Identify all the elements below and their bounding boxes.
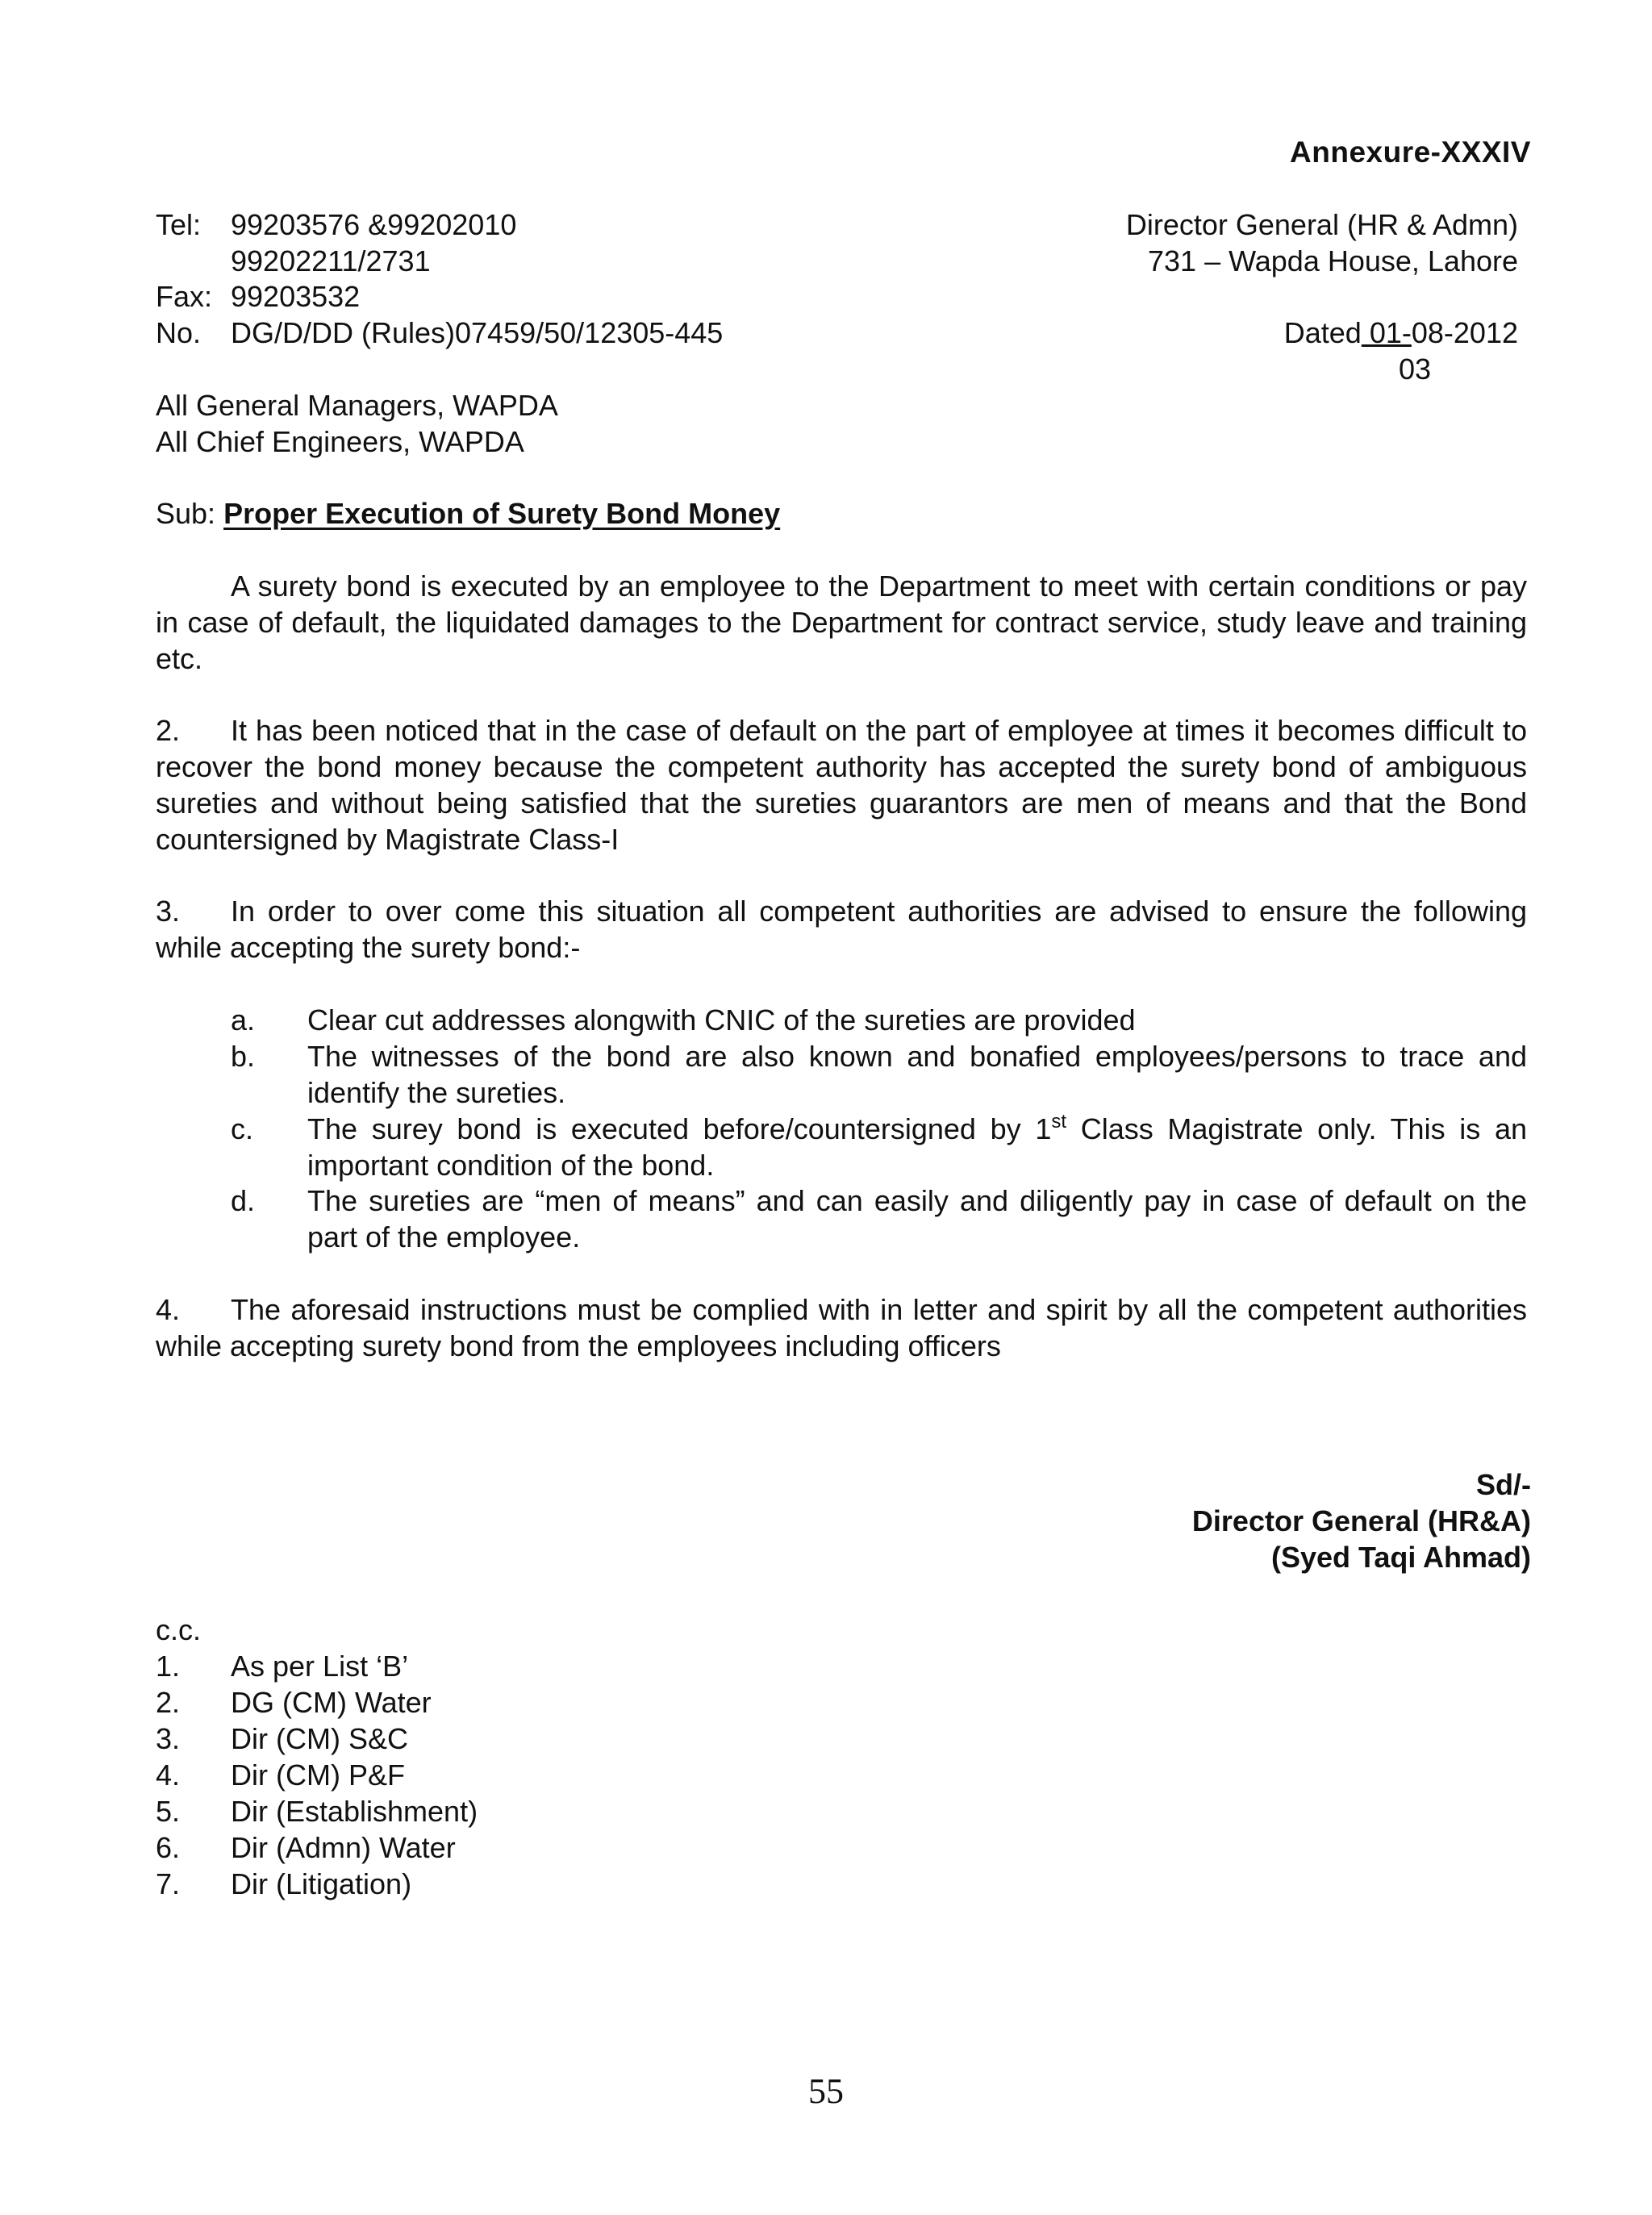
list-item-b [231, 1038, 1527, 1111]
superscript: st [1051, 1111, 1067, 1133]
signature-name: (Syed Taqi Ahmad) [1270, 1541, 1531, 1574]
cc-item-number: 3. [156, 1722, 181, 1755]
paragraph-1 [156, 568, 1527, 677]
paragraph-3 [156, 893, 1527, 966]
office-title: Director General (HR & Admn) [1125, 208, 1518, 241]
list-text-part: The surey bond is executed before/countersigned by 1 [307, 1112, 1052, 1145]
paragraph-2-number: 2. [156, 714, 181, 747]
cc-item-text: Dir (Establishment) [231, 1795, 478, 1828]
fax-value: 99203532 [231, 280, 361, 313]
cc-label-text: c.c. [156, 1613, 202, 1646]
cc-item-number: 5. [156, 1795, 181, 1828]
list-item-a [231, 1002, 1527, 1038]
dated-extra: 03 [1398, 352, 1432, 386]
list-letter: a. [231, 1003, 256, 1037]
list-letter: d. [231, 1184, 256, 1217]
subject-text: Proper Execution of Surety Bond Money [223, 497, 781, 530]
list-item-c [231, 1111, 1527, 1183]
tel-label: Tel: [156, 208, 202, 241]
cc-item-text: Dir (CM) P&F [231, 1758, 405, 1792]
dated-line [1284, 315, 1518, 351]
recipient-line: All Chief Engineers, WAPDA [156, 425, 524, 458]
cc-item-text: Dir (CM) S&C [231, 1722, 408, 1755]
cc-item-number: 6. [156, 1831, 181, 1864]
reference-number: DG/D/DD (Rules)07459/50/12305-445 [231, 316, 724, 349]
dated-prefix: Dated [1283, 316, 1362, 349]
signature-sd: Sd/- [1476, 1468, 1531, 1501]
cc-item-text: As per List ‘B’ [231, 1650, 409, 1683]
paragraph-4-number: 4. [156, 1293, 181, 1326]
annexure-heading: Annexure-XXXIV [1290, 136, 1531, 169]
cc-item-text: Dir (Admn) Water [231, 1831, 456, 1864]
dated-day: 01- [1361, 316, 1412, 349]
cc-item-number: 4. [156, 1758, 181, 1792]
signature-designation: Director General (HR&A) [1191, 1504, 1531, 1537]
recipient-line: All General Managers, WAPDA [156, 389, 558, 422]
cc-item-number: 2. [156, 1686, 181, 1719]
list-letter: c. [231, 1112, 254, 1145]
recipients [156, 387, 558, 460]
cc-item-number: 7. [156, 1867, 181, 1900]
paragraph-2 [156, 712, 1527, 857]
page-number: 55 [808, 2071, 844, 2111]
paragraph-4-text: The aforesaid instructions must be complied with in letter and spirit by all the competent authorities while accepting surety bond from the employees including officers [156, 1293, 1527, 1362]
list-text [307, 1111, 1527, 1183]
list-item-d [231, 1183, 1527, 1255]
list-text: The witnesses of the bond are also known and bonafied employees/persons to trace and identify the sureties. [307, 1040, 1527, 1109]
tel-line-1: 99203576 &99202010 [231, 208, 517, 241]
paragraph-2-text: It has been noticed that in the case of default on the part of employee at times it becomes difficult to recover the bond money because the competent authority has accepted the surety bond of ambiguous sureties and without being satisfied that the sureties guarantors are men of means and that the Bond countersigned by Magistrate Class-I [156, 714, 1527, 856]
list-text: Clear cut addresses alongwith CNIC of the sureties are provided [307, 1003, 1136, 1037]
paragraph-3-number: 3. [156, 895, 181, 928]
subject-line [156, 495, 780, 532]
tel-line-2: 99202211/2731 [231, 244, 431, 277]
signature-block [1192, 1466, 1531, 1575]
cc-item-text: DG (CM) Water [231, 1686, 432, 1719]
paragraph-1-text: A surety bond is executed by an employee to the Department to meet with certain conditions or pay in case of default, the liquidated damages to the Department for contract service, study leave and training etc. [156, 569, 1527, 675]
dated-rest: 08-2012 [1411, 316, 1518, 349]
list-text: The sureties are “men of means” and can easily and diligently pay in case of default on the part of the employee. [307, 1184, 1527, 1253]
cc-item-text: Dir (Litigation) [231, 1867, 412, 1900]
list-letter: b. [231, 1040, 256, 1073]
cc-item-number: 1. [156, 1650, 181, 1683]
paragraph-4 [156, 1291, 1527, 1364]
office-address: 731 – Wapda House, Lahore [1148, 244, 1518, 277]
no-label: No. [156, 316, 202, 349]
subject-label: Sub: [156, 497, 216, 530]
paragraph-3-text: In order to over come this situation all competent authorities are advised to ensure the following while accepting the surety bond:- [156, 895, 1527, 964]
list-text-part: Class Magistrate only. This is an important condition of the bond. [307, 1112, 1527, 1182]
fax-label: Fax: [156, 280, 213, 313]
